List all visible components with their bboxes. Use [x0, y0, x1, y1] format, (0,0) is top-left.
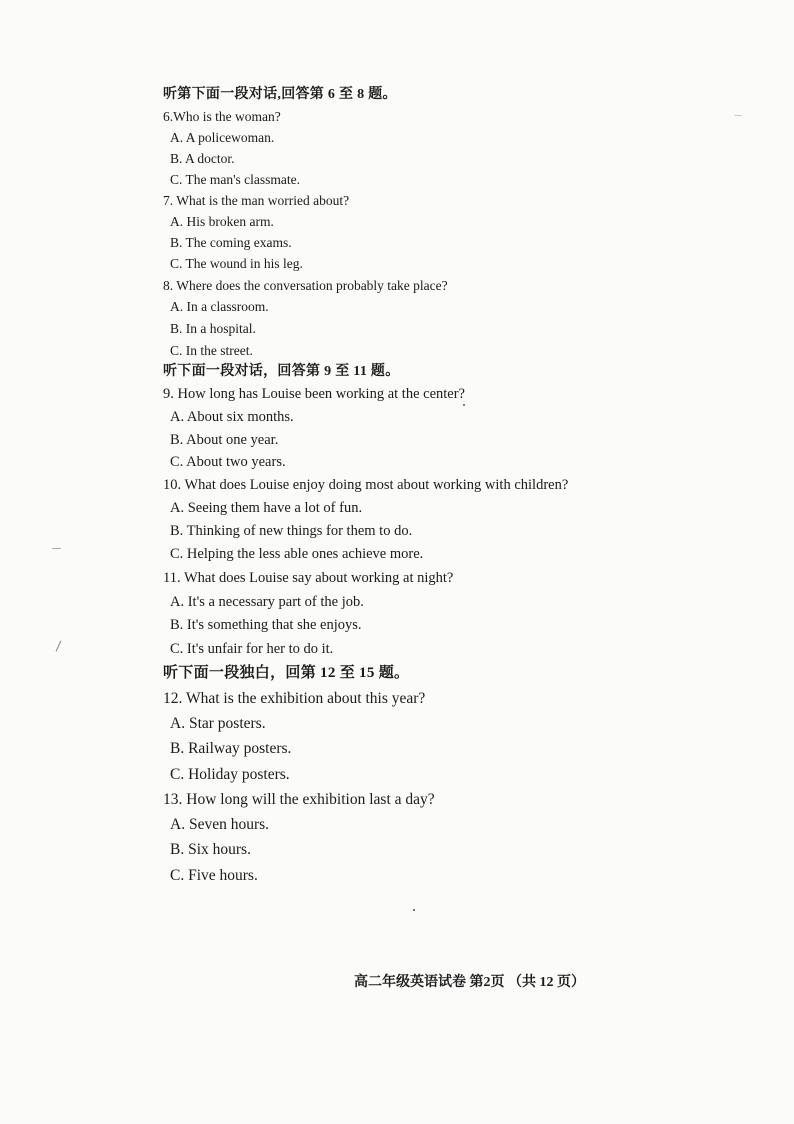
option-13b: B. Six hours. [170, 841, 251, 858]
option-8a: A. In a classroom. [170, 299, 269, 314]
option-12c: C. Holiday posters. [170, 766, 290, 783]
option-13c: C. Five hours. [170, 867, 258, 884]
option-6a: A. A policewoman. [170, 130, 275, 145]
option-12b: B. Railway posters. [170, 740, 292, 757]
option-12a: A. Star posters. [170, 715, 266, 732]
option-6b: B. A doctor. [170, 151, 235, 166]
option-11a: A. It's a necessary part of the job. [170, 594, 364, 610]
option-10c: C. Helping the less able ones achieve more. [170, 546, 424, 562]
question-10: 10. What does Louise enjoy doing most about working with children? [163, 477, 569, 493]
question-13: 13. How long will the exhibition last a day? [163, 791, 435, 808]
question-8: 8. Where does the conversation probably take place? [163, 278, 448, 293]
option-9a: A. About six months. [170, 409, 294, 425]
option-6c: C. The man's classmate. [170, 172, 301, 187]
scan-speck [56, 640, 62, 651]
option-13a: A. Seven hours. [170, 816, 270, 833]
question-7: 7. What is the man worried about? [163, 193, 350, 208]
option-9b: B. About one year. [170, 432, 279, 448]
option-9c: C. About two years. [170, 454, 286, 470]
scan-speck [413, 909, 415, 911]
option-7c: C. The wound in his leg. [170, 256, 303, 271]
question-6: 6.Who is the woman? [163, 109, 281, 124]
section-heading: 听下面一段对话，回答第 9 至 11 题。 [163, 364, 400, 379]
scan-speck [734, 115, 742, 116]
option-11b: B. It's something that she enjoys. [170, 617, 362, 633]
question-12: 12. What is the exhibition about this year? [163, 690, 426, 707]
option-8c: C. In the street. [170, 343, 253, 358]
option-10b: B. Thinking of new things for them to do. [170, 523, 413, 539]
section-heading: 听第下面一段对话,回答第 6 至 8 题。 [163, 87, 397, 102]
option-8b: B. In a hospital. [170, 321, 256, 336]
section-heading: 听下面一段独白，回第 12 至 15 题。 [163, 665, 410, 681]
scan-speck [463, 404, 465, 406]
scan-speck [52, 548, 61, 549]
option-11c: C. It's unfair for her to do it. [170, 641, 334, 657]
question-9: 9. How long has Louise been working at the center? [163, 386, 465, 402]
page-footer: 高二年级英语试卷 第2页 （共 12 页） [354, 975, 585, 990]
option-10a: A. Seeing them have a lot of fun. [170, 500, 363, 516]
option-7b: B. The coming exams. [170, 235, 292, 250]
option-7a: A. His broken arm. [170, 214, 274, 229]
question-11: 11. What does Louise say about working at night? [163, 570, 454, 586]
